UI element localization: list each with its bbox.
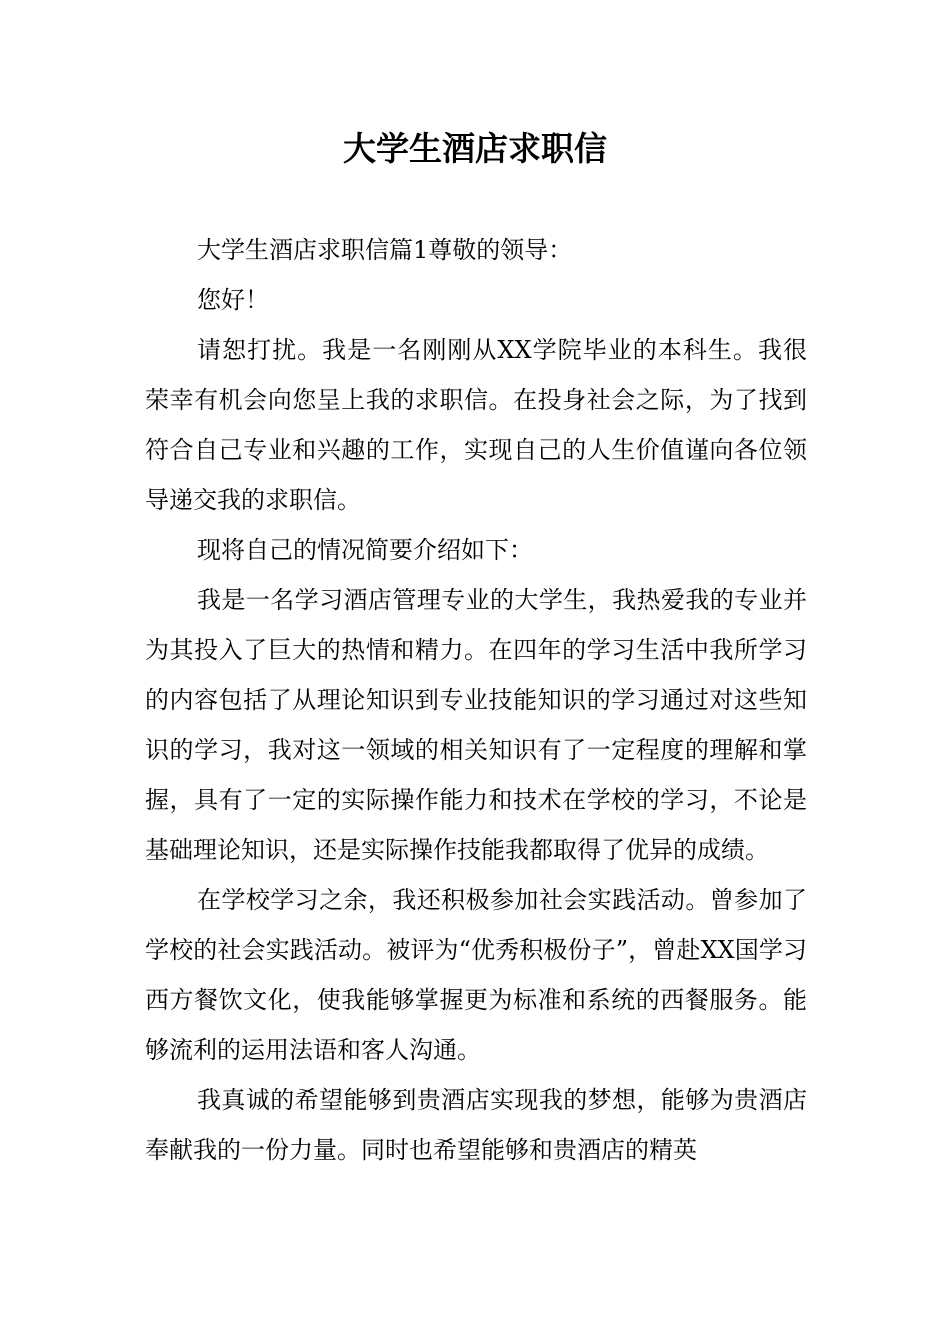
paragraph-salutation: 大学生酒店求职信篇1尊敬的领导： bbox=[197, 236, 573, 264]
paragraph-study: 我是一名学习酒店管理专业的大学生，我热爱我的专业并为其投入了巨大的热情和精力。在四年的学习生活中我所学习的内容包括了从理论知识到专业技能知识的学习通过对这些知识的学习，我对这一领域的相关知识有了一定程度的理解和掌握，具有了一定的实际操作能力和技术在学校的学习，不论是基础理论知识，还是实际操作技能我都取得了优异的成绩。 bbox=[145, 586, 807, 864]
paragraph-lead-in: 现将自己的情况简要介绍如下： bbox=[197, 536, 533, 564]
paragraph-greeting: 您好！ bbox=[197, 286, 269, 314]
document-title: 大学生酒店求职信 bbox=[343, 129, 607, 168]
paragraph-intro: 请恕打扰。我是一名刚刚从XX学院毕业的本科生。我很荣幸有机会向您呈上我的求职信。在投身社会之际，为了找到符合自己专业和兴趣的工作，实现自己的人生价值谨向各位领导递交我的求职信。 bbox=[145, 336, 807, 514]
paragraph-practice: 在学校学习之余，我还积极参加社会实践活动。曾参加了学校的社会实践活动。被评为“优秀积极份子”，曾赴XX国学习西方餐饮文化，使我能够掌握更为标准和系统的西餐服务。能够流利的运用法语和客人沟通。 bbox=[145, 886, 807, 1064]
paragraph-wish: 我真诚的希望能够到贵酒店实现我的梦想，能够为贵酒店奉献我的一份力量。同时也希望能够和贵酒店的精英 bbox=[145, 1086, 807, 1164]
document-body bbox=[145, 225, 807, 1175]
